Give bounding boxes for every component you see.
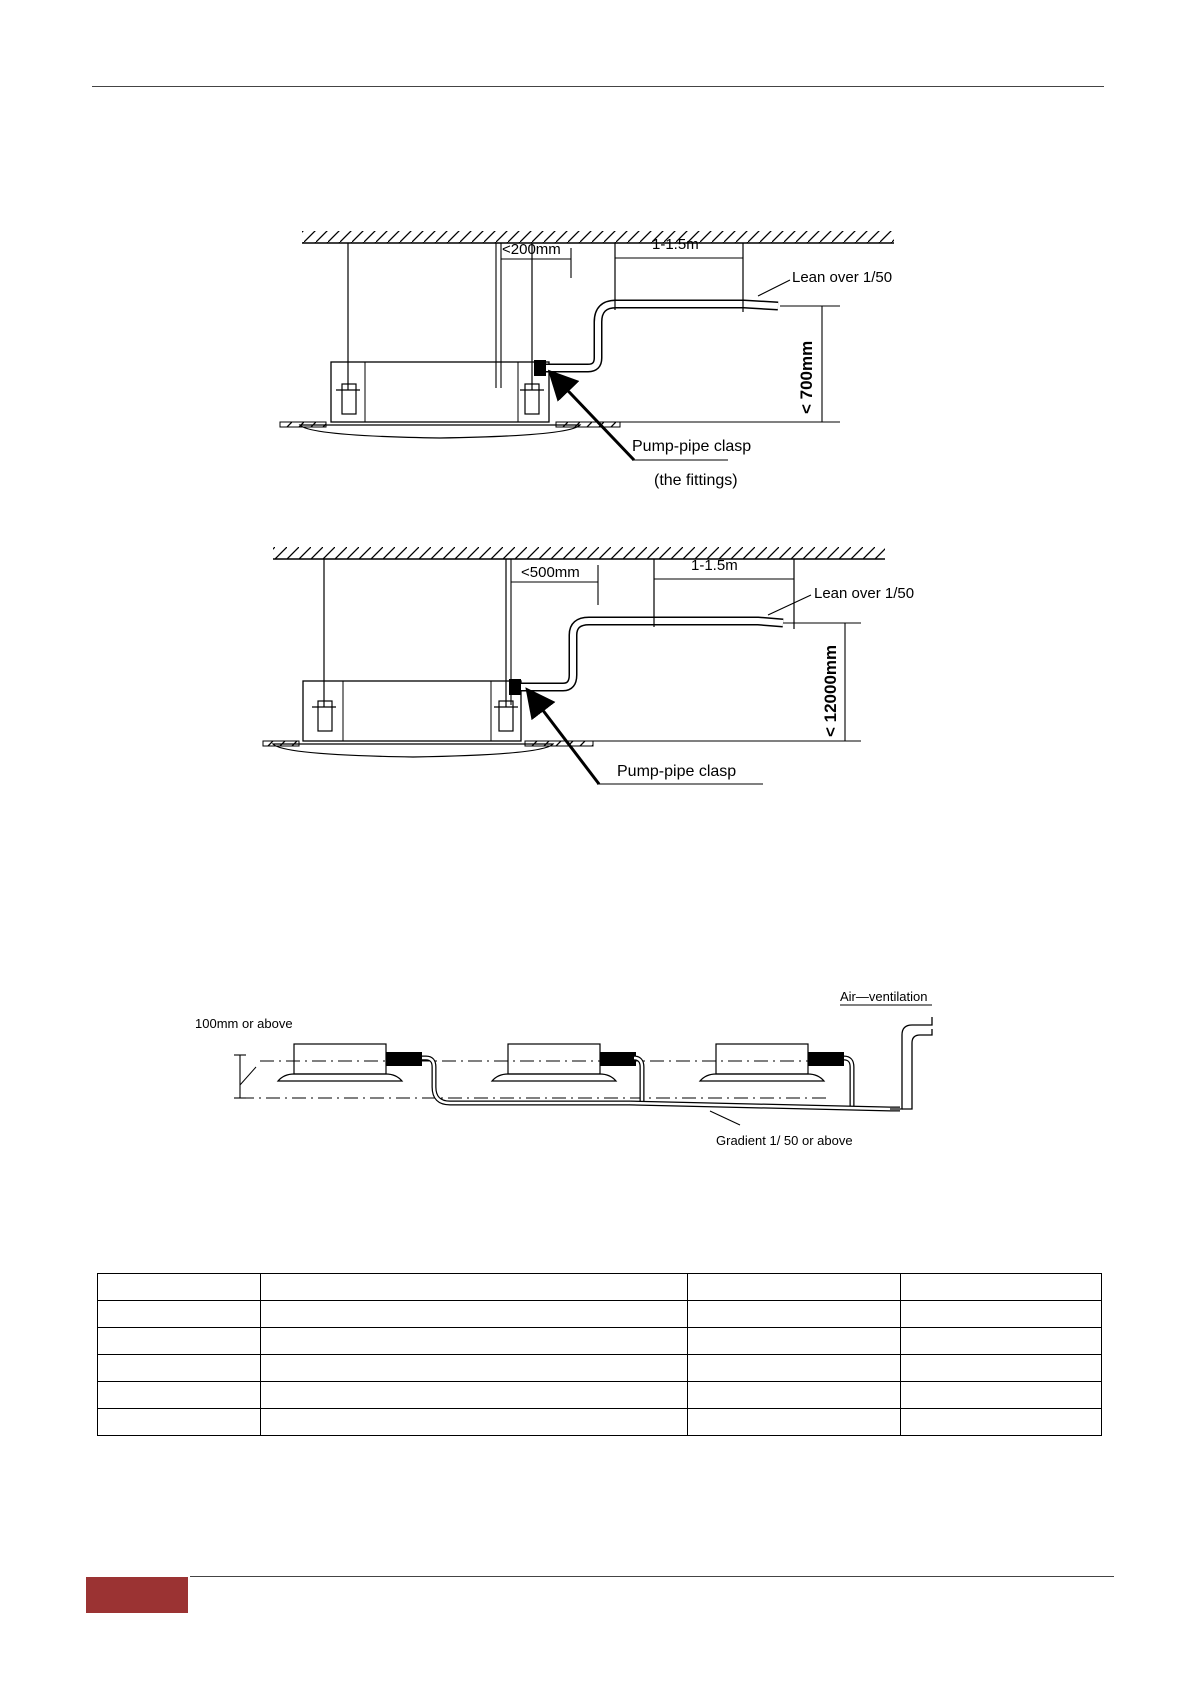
clasp-label: Pump-pipe clasp — [617, 763, 737, 780]
drain-diagram-1 — [280, 218, 1000, 498]
fittings-label: (the fittings) — [654, 472, 738, 489]
table-cell — [261, 1274, 688, 1301]
table-cell — [901, 1301, 1102, 1328]
table-row — [98, 1355, 1102, 1382]
ceiling-hatch — [273, 547, 885, 559]
table-cell — [688, 1409, 901, 1436]
table-cell — [98, 1409, 261, 1436]
table-row — [98, 1301, 1102, 1328]
table-cell — [261, 1328, 688, 1355]
table-cell — [901, 1409, 1102, 1436]
dim-left-label: <200mm — [502, 241, 561, 258]
clasp-leader — [552, 374, 634, 460]
gradient-label: Gradient 1/ 50 or above — [716, 1133, 853, 1148]
hanger-bracket-left — [318, 701, 332, 731]
lean-label: Lean over 1/50 — [814, 585, 915, 602]
indoor-unit-panel — [273, 744, 553, 757]
table-row — [98, 1382, 1102, 1409]
indoor-unit-body — [303, 681, 521, 741]
table-cell — [98, 1274, 261, 1301]
drain-pipe-table — [97, 1273, 1102, 1436]
height-label: < 700mm — [797, 340, 816, 414]
table-cell — [901, 1382, 1102, 1409]
table-cell — [901, 1328, 1102, 1355]
table-cell — [98, 1382, 261, 1409]
air-ventilation-pipe — [890, 1017, 932, 1109]
drain-pipe — [545, 304, 778, 368]
drain-diagram-2 — [263, 535, 983, 795]
lean-label: Lean over 1/50 — [792, 269, 893, 286]
dim-span-label: 1-1.5m — [652, 236, 699, 253]
pump-pipe-clasp — [534, 360, 546, 376]
indoor-unit-2 — [492, 1044, 642, 1103]
table-cell — [688, 1274, 901, 1301]
table-cell — [98, 1328, 261, 1355]
hanger-bracket-left — [342, 384, 356, 414]
table-cell — [261, 1382, 688, 1409]
table-cell — [261, 1301, 688, 1328]
footer-rule — [190, 1576, 1114, 1577]
table-row — [98, 1274, 1102, 1301]
indoor-unit-3 — [700, 1044, 852, 1109]
ceiling-hatch — [302, 231, 894, 243]
table-cell — [688, 1382, 901, 1409]
table-cell — [98, 1355, 261, 1382]
table-cell — [901, 1355, 1102, 1382]
table-cell — [261, 1409, 688, 1436]
drain-pipe — [519, 621, 783, 687]
header-rule — [92, 86, 1104, 87]
multi-unit-drain-diagram — [190, 985, 950, 1155]
clasp-label: Pump-pipe clasp — [632, 438, 752, 455]
table-row — [98, 1409, 1102, 1436]
table-cell — [688, 1301, 901, 1328]
table-row — [98, 1328, 1102, 1355]
dim-left-label: <500mm — [521, 564, 580, 581]
table-cell — [688, 1355, 901, 1382]
height-label: < 12000mm — [821, 644, 840, 737]
above-label: 100mm or above — [195, 1016, 293, 1031]
table-cell — [901, 1274, 1102, 1301]
vent-label: Air—ventilation — [840, 989, 928, 1004]
indoor-unit-body — [331, 362, 549, 422]
table-cell — [688, 1328, 901, 1355]
table-cell — [261, 1355, 688, 1382]
footer-accent-block — [86, 1577, 188, 1613]
indoor-unit-panel — [300, 425, 580, 438]
table-cell — [98, 1301, 261, 1328]
clasp-leader — [529, 692, 599, 784]
dim-span-label: 1-1.5m — [691, 557, 738, 574]
